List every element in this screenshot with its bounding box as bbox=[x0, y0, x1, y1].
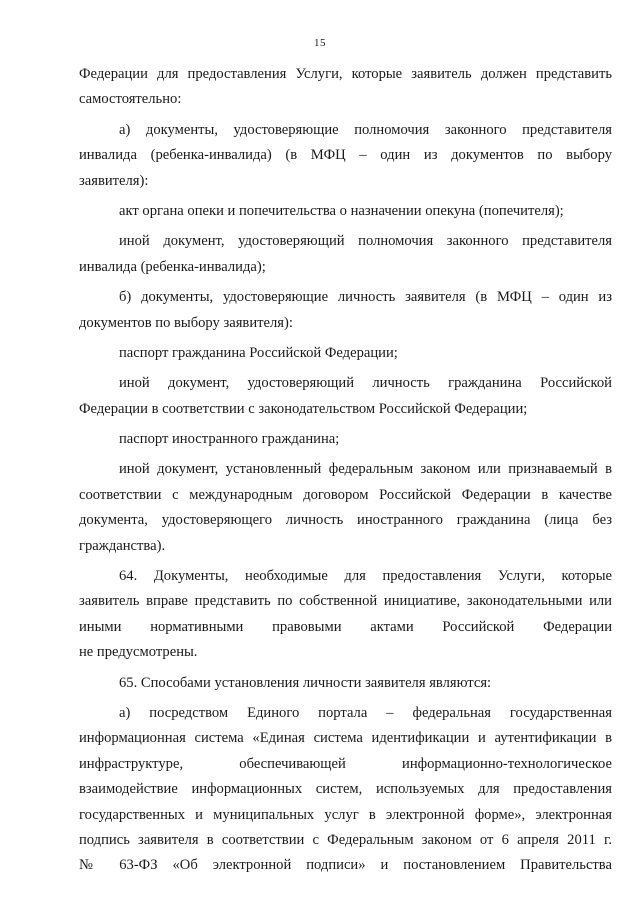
text-line: а) посредством Единого портала – федеральная государственная bbox=[119, 704, 612, 721]
text-line: инфраструктуре, обеспечивающей информационно-технологическое bbox=[79, 755, 612, 772]
page-number: 15 bbox=[314, 37, 326, 49]
text-line: 65. Способами установления личности заявителя являются: bbox=[119, 674, 492, 691]
text-line: информационная система «Единая система идентификации и аутентификации в bbox=[79, 730, 612, 747]
text-line: не предусмотрены. bbox=[79, 644, 198, 661]
text-line: документов по выбору заявителя): bbox=[79, 314, 293, 331]
text-line: паспорт гражданина Российской Федерации; bbox=[119, 344, 398, 361]
text-line: акт органа опеки и попечительства о назначении опекуна (попечителя); bbox=[119, 202, 564, 219]
text-line: Федерации для предоставления Услуги, которые заявитель должен представить bbox=[79, 66, 612, 82]
text-line: иной документ, удостоверяющий полномочия законного представителя bbox=[119, 233, 612, 250]
text-line: 64. Документы, необходимые для предоставления Услуги, которые bbox=[119, 568, 612, 585]
document-body bbox=[79, 62, 612, 879]
text-line: соответствии с международным договором Российской Федерации в качестве bbox=[79, 486, 612, 503]
text-line: заявитель вправе представить по собственной инициативе, законодательными или bbox=[79, 593, 612, 610]
text-line: инвалида (ребенка-инвалида) (в МФЦ – один из документов по выбору bbox=[79, 147, 612, 164]
text-line: самостоятельно: bbox=[79, 91, 182, 108]
text-line: Федерации в соответствии с законодательством Российской Федерации; bbox=[79, 400, 528, 417]
text-line: гражданства). bbox=[79, 537, 166, 554]
text-line: документа, удостоверяющего личность иностранного гражданина (лица без bbox=[79, 512, 612, 529]
text-line: иной документ, установленный федеральным законом или признаваемый в bbox=[119, 461, 612, 478]
text-line: б) документы, удостоверяющие личность заявителя (в МФЦ – один из bbox=[119, 289, 612, 306]
text-line: заявителя): bbox=[79, 172, 149, 189]
text-line: государственных и муниципальных услуг в электронной форме», электронная bbox=[79, 806, 612, 823]
text-line: подпись заявителя в соответствии с Федеральным законом от 6 апреля 2011 г. bbox=[79, 831, 612, 848]
text-line: взаимодействие информационных систем, используемых для предоставления bbox=[79, 781, 612, 798]
text-line: № 63-ФЗ «Об электронной подписи» и постановлением Правительства bbox=[79, 857, 612, 874]
text-line: а) документы, удостоверяющие полномочия законного представителя bbox=[119, 121, 612, 138]
text-line: инвалида (ребенка-инвалида); bbox=[79, 258, 266, 275]
text-line: иной документ, удостоверяющий личность гражданина Российской bbox=[119, 375, 612, 392]
text-line: иными нормативными правовыми актами Российской Федерации bbox=[79, 618, 612, 635]
text-line: паспорт иностранного гражданина; bbox=[119, 431, 340, 448]
